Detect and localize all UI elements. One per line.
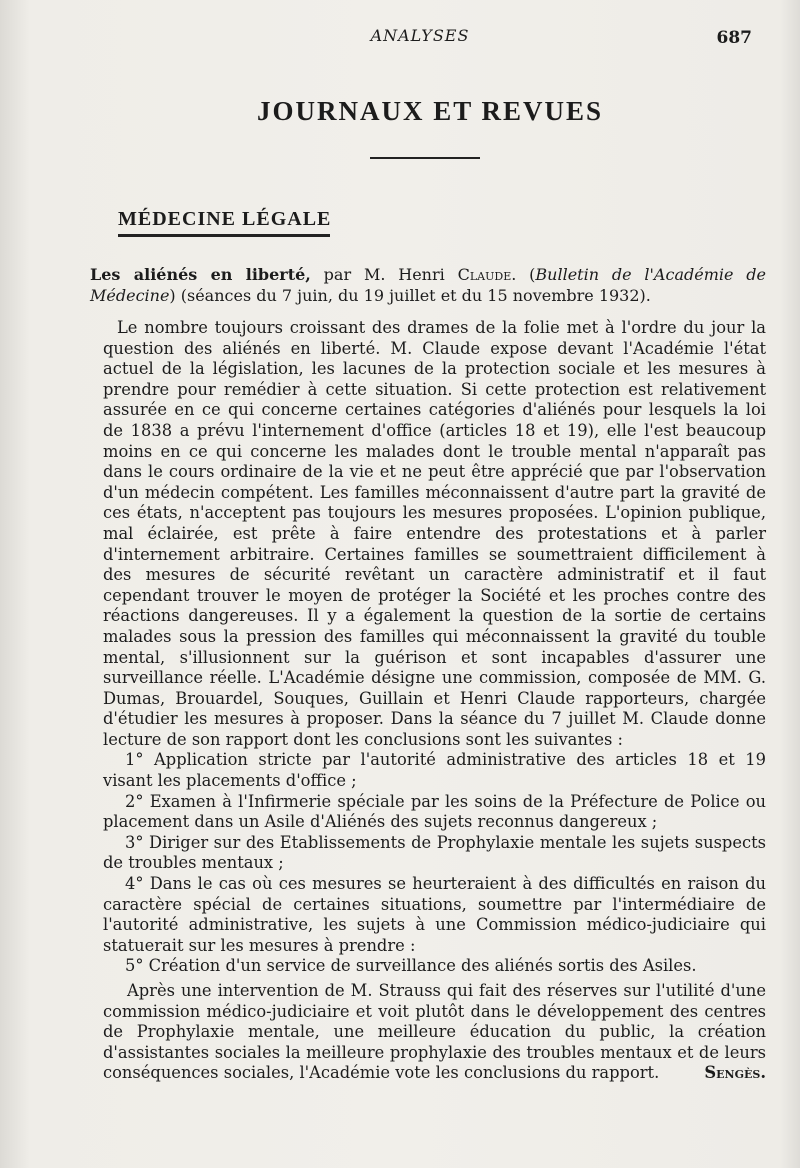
section-heading: MÉDECINE LÉGALE: [118, 208, 332, 230]
author-signature: Sengès.: [704, 1063, 766, 1083]
title-divider: [370, 157, 480, 159]
closing-text: Après une intervention de M. Strauss qui fait des réserves sur l'utilité d'une commission médico-judiciaire et voit plutôt dans le développement des centres de Prophylaxie mentale, une meilleure éducation du public, la création d'assistantes sociales la meilleure prophylaxie des troubles mentaux et de leurs conséquences sociales, l'Académie vote les conclusions du rapport.: [103, 981, 766, 1083]
article-source-details: (séances du 7 juin, du 19 juillet et du 15 novembre 1932).: [175, 286, 651, 305]
page-number: 687: [716, 28, 752, 48]
conclusion-item: 3° Diriger sur des Etablissements de Prophylaxie mentale les sujets suspects de troubles mentaux ;: [103, 832, 766, 873]
conclusion-item: 4° Dans le cas où ces mesures se heurteraient à des difficultés en raison du caractère spécial de certaines situations, soumettre par l'intermédiaire de l'autorité administrative, les sujets à une Commission médico-judiciaire qui statuerait sur les mesures à prendre :: [103, 874, 766, 955]
article-author: Claude: [457, 265, 512, 284]
closing-paragraph: [103, 981, 766, 1084]
conclusion-item: 1° Application stricte par l'autorité administrative des articles 18 et 19 visant les placements d'office ;: [103, 750, 766, 791]
section-underline: [118, 234, 330, 237]
conclusion-item: 5° Création d'un service de surveillance des aliénés sortis des Asiles.: [125, 956, 697, 976]
conclusion-item: 2° Examen à l'Infirmerie spéciale par les soins de la Préfecture de Police ou placement dans un Asile d'Aliénés des sujets reconnus dangereux ;: [103, 791, 766, 832]
article-source: Bulletin de l'Académie de Médecine: [90, 265, 767, 305]
page-title: JOURNAUX ET REVUES: [256, 96, 604, 126]
article-author-end: . (: [511, 265, 536, 284]
article-by: par M. Henri: [310, 265, 458, 284]
article-body: [103, 318, 766, 1084]
article-title: Les aliénés en liberté,: [90, 265, 311, 284]
running-header: [0, 26, 800, 48]
running-title: ANALYSES: [370, 26, 470, 45]
intro-paragraph: Le nombre toujours croissant des drames de la folie met à l'ordre du jour la question des aliénés en liberté. M. Claude expose devant l'Académie l'état actuel de la législation, les lacunes de la protection sociale et les mesures à prendre pour remédier à cette situation. Si cette protection est relativement assurée en ce qui concerne certaines catégories d'aliénés pour lesquels la loi de 1838 a prévu l'internement d'office (articles 18 et 19), elle l'est beaucoup moins en ce qui concerne les malades dont le trouble mental n'apparaît pas dans le cours ordinaire de la vie et ne peut être apprécié que par l'observation d'un médecin compétent. Les familles méconnaissent d'autre part la gravité de ces états, n'acceptent pas toujours les mesures proposées. L'opinion publique, mal éclairée, est prête à faire entendre des protestations et à parler d'internement arbitraire. Certaines familles se soumettraient difficilement à des mesures de sécurité revêtant un caractère administratif et il faut cependant trouver le moyen de protéger la Société et les proches contre des réactions dangereuses. Il y a également la question de la sortie de certains malades sous la pression des familles qui méconnaissent la gravité du touble mental, s'illusionnent sur la guérison et sont incapables d'assurer une surveillance réelle. L'Académie désigne une commission, composée de MM. G. Dumas, Brouardel, Souques, Guillain et Henri Claude rapporteurs, chargée d'étudier les mesures à proposer. Dans la séance du 7 juillet M. Claude donne lecture de son rapport dont les conclusions sont les suivantes :: [103, 318, 766, 749]
article-citation: Les aliénés en liberté, par M. Henri Claude. (Bulletin de l'Académie de Médecine) (séances du 7 juin, du 19 juillet et du 15 novembre 1932).: [90, 265, 767, 305]
